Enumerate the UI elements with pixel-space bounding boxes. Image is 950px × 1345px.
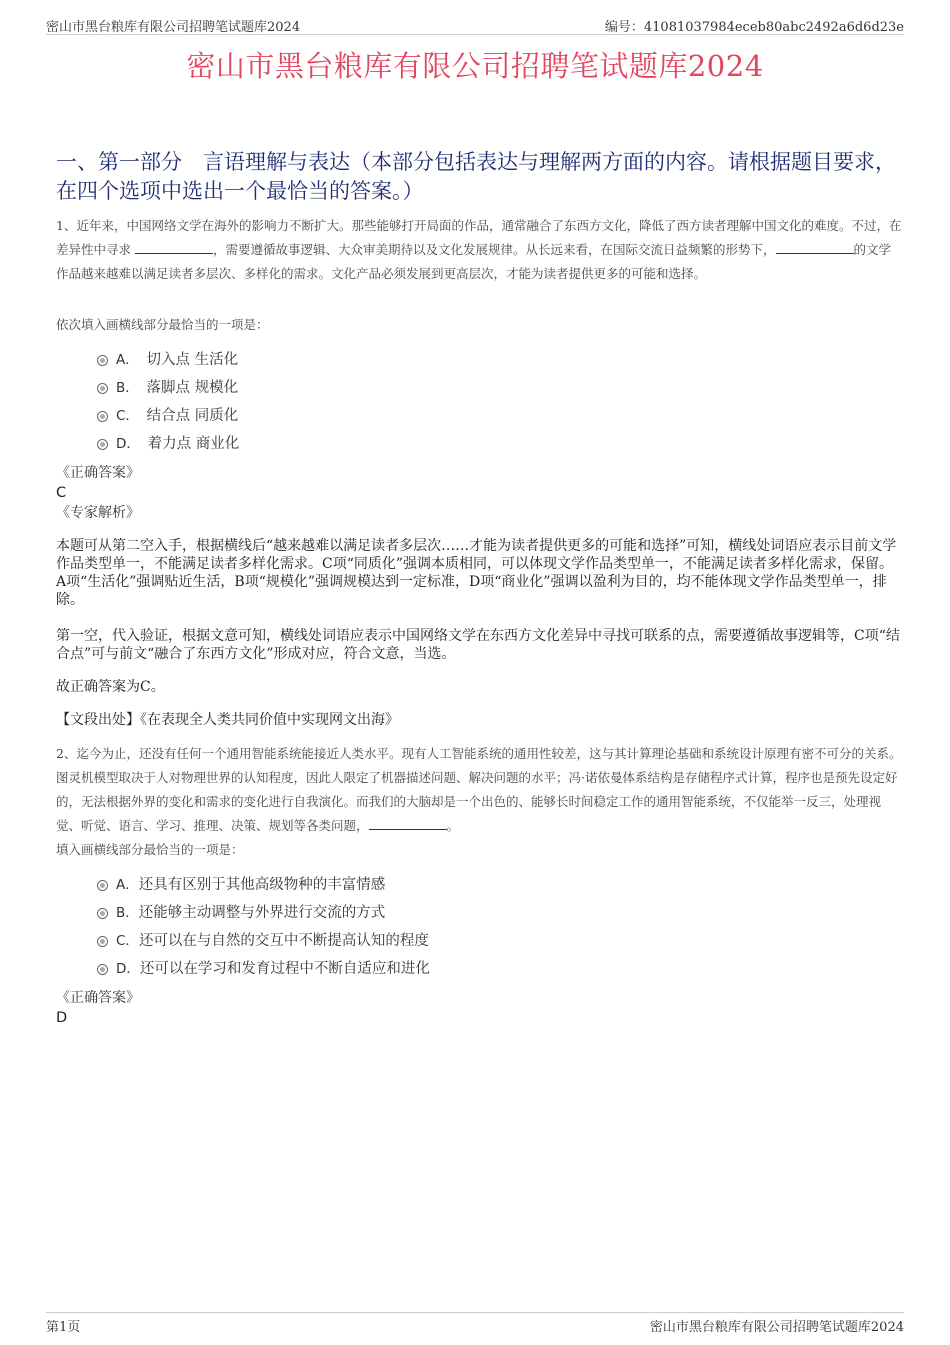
q2-blank-1: [369, 817, 447, 830]
q1-text-part-c: 的文学作品越来越难以满足读者多层次、多样化的需求。文化产品必须发展到更高层次，才能为读者提供更多的可能和选择。: [56, 242, 892, 281]
option-letter: D．: [116, 436, 134, 452]
option-text: 还具有区别于其他高级物种的丰富情感: [138, 877, 386, 893]
question-2-options: [56, 871, 902, 983]
q1-text-part-b: ，需要遵循故事逻辑、大众审美期待以及文化发展规律。从长远来看，在国际交流日益频繁的形势下，: [212, 242, 776, 257]
q1-option-c[interactable]: [56, 402, 902, 430]
correct-answer: C: [56, 485, 67, 501]
option-letter: A．: [116, 877, 139, 893]
header-doc-name: 密山市黑台粮库有限公司招聘笔试题库2024: [46, 20, 301, 35]
option-letter: A．: [116, 352, 132, 368]
q1-text-part-a: 1、近年来，中国网络文学在海外的影响力不断扩大。那些能够打开局面的作品，通常融合了东西方文化，降低了西方读者理解中国文化的难度。不过，在差异性中寻求: [56, 218, 902, 257]
analysis-paragraph-2: 第一空，代入验证，根据文意可知，横线处词语应表示中国网络文学在东西方文化差异中寻找可联系的点，需要遵循故事逻辑等，C项“结合点”可与前文“融合了东西方文化”形成对应，符合文意，当选。: [56, 628, 900, 662]
radio-icon[interactable]: [97, 411, 108, 422]
question-1-options: [56, 346, 902, 458]
analysis-conclusion: 故正确答案为C。: [56, 679, 165, 695]
source-wrap: [56, 711, 902, 729]
option-text: 着力点 商业化: [133, 436, 240, 452]
option-letter: D．: [116, 961, 140, 977]
radio-icon[interactable]: [97, 355, 108, 366]
analysis-label: 《专家解析》: [56, 505, 140, 521]
analysis-paragraph-2-wrap: [56, 627, 902, 663]
radio-icon[interactable]: [97, 908, 108, 919]
option-text: 还能够主动调整与外界进行交流的方式: [138, 905, 386, 921]
analysis-conclusion-wrap: [56, 678, 902, 696]
option-text: 还可以在学习和发育过程中不断自适应和进化: [139, 961, 430, 977]
radio-icon[interactable]: [97, 936, 108, 947]
option-letter: B．: [116, 380, 133, 396]
question-2-prompt: 填入画横线部分最恰当的一项是：: [56, 842, 244, 857]
answer-label: 《正确答案》: [56, 465, 140, 481]
option-letter: C．: [116, 933, 139, 949]
correct-answer: D: [56, 1010, 68, 1026]
question-2-prompt-wrap: [56, 840, 902, 858]
page-header: [46, 14, 904, 35]
option-text: 还可以在与自然的交互中不断提高认知的程度: [138, 933, 429, 949]
question-1-stem: [56, 214, 902, 286]
q2-text-part-a: 2、迄今为止，还没有任何一个通用智能系统能接近人类水平。现有人工智能系统的通用性较差，这与其计算理论基础和系统设计原理有密不可分的关系。图灵机模型取决于人对物理世界的认知程度，因此人限定了机器描述问题、解决问题的水平；冯·诺依曼体系结构是存储程序式计算，程序也是预先设定好的，无法根据外界的变化和需求的变化进行自我演化。而我们的大脑却是一个出色的、能够长时间稳定工作的通用智能系统，不仅能举一反三，处理视觉、听觉、语言、学习、推理、决策、规划等各类问题，: [56, 746, 902, 833]
question-2-answer-block: [56, 988, 902, 1028]
question-1-prompt-wrap: [56, 315, 902, 333]
option-text: 切入点 生活化: [132, 352, 239, 368]
page-footer: [46, 1312, 904, 1333]
footer-doc-name: 密山市黑台粮库有限公司招聘笔试题库2024: [649, 1320, 904, 1335]
radio-icon[interactable]: [97, 439, 108, 450]
question-2-stem: [56, 742, 902, 838]
q1-option-b[interactable]: [56, 374, 902, 402]
option-letter: B．: [116, 905, 139, 921]
q1-option-a[interactable]: [56, 346, 902, 374]
question-1-prompt: 依次填入画横线部分最恰当的一项是：: [56, 317, 269, 332]
q1-blank-2: [776, 241, 854, 254]
header-doc-id: 编号：41081037984eceb80abc2492a6d6d23e: [604, 20, 904, 35]
analysis-paragraph-1-wrap: [56, 537, 902, 609]
document-title: 密山市黑台粮库有限公司招聘笔试题库2024: [186, 49, 764, 83]
question-1-text: [56, 214, 902, 286]
question-2-text: [56, 742, 902, 838]
section-heading: 一、第一部分 言语理解与表达（本部分包括表达与理解两方面的内容。请根据题目要求，在四个选项中选出一个最恰当的答案。）: [56, 150, 896, 203]
option-letter: C．: [116, 408, 133, 424]
q2-option-b[interactable]: [56, 899, 902, 927]
radio-icon[interactable]: [97, 880, 108, 891]
answer-label: 《正确答案》: [56, 990, 140, 1006]
radio-icon[interactable]: [97, 964, 108, 975]
page-number: 第1页: [46, 1320, 81, 1335]
q2-option-c[interactable]: [56, 927, 902, 955]
analysis-paragraph-1: 本题可从第二空入手，根据横线后“越来越难以满足读者多层次……才能为读者提供更多的可能和选择”可知，横线处词语应表示目前文学作品类型单一，不能满足读者多样化需求。C项“同质化”强调本质相同，可以体现文学作品类型单一，不能满足读者多样化需求，保留。A项“生活化”强调贴近生活，B项“规模化”强调规模达到一定标准，D项“商业化”强调以盈利为目的，均不能体现文学作品类型单一，排除。: [56, 538, 897, 608]
q2-option-a[interactable]: [56, 871, 902, 899]
question-1-answer-block: [56, 463, 902, 523]
q2-text-part-b: 。: [446, 818, 460, 833]
q1-blank-1: [135, 241, 213, 254]
radio-icon[interactable]: [97, 383, 108, 394]
q2-option-d[interactable]: [56, 955, 902, 983]
option-text: 落脚点 规模化: [132, 380, 239, 396]
q1-option-d[interactable]: [56, 430, 902, 458]
option-text: 结合点 同质化: [132, 408, 239, 424]
passage-source: 【文段出处】《在表现全人类共同价值中实现网文出海》: [56, 712, 399, 728]
